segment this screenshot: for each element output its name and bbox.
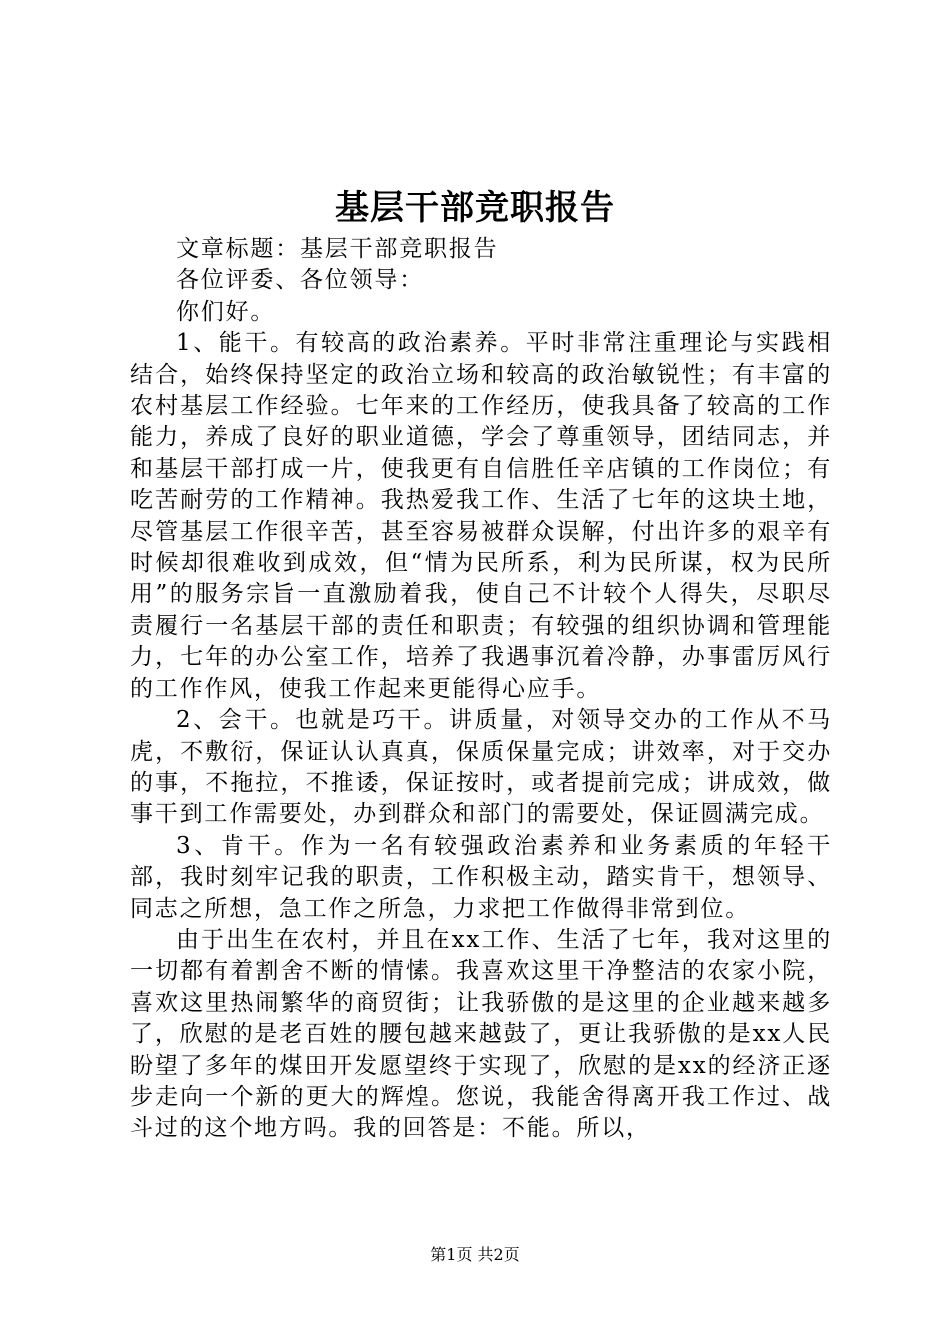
paragraph-closing: 由于出生在农村，并且在xx工作、生活了七年，我对这里的一切都有着割舍不断的情愫。我喜欢这里干净整洁的农家小院，喜欢这里热闹繁华的商贸街；让我骄傲的是这里的企业越来越多了，欣慰的是老百姓的腰包越来越鼓了，更让我骄傲的是xx人民盼望了多年的煤田开发愿望终于实现了，欣慰的是xx的经济正逐步走向一个新的更大的辉煌。您说，我能舍得离开我工作过、战斗过的这个地方吗。我的回答是：不能。所以， bbox=[130, 926, 832, 1142]
paragraph-point-1: 1、能干。有较高的政治素养。平时非常注重理论与实践相结合，始终保持坚定的政治立场和较高的政治敏锐性；有丰富的农村基层工作经验。七年来的工作经历，使我具备了较高的工作能力，养成了良好的职业道德，学会了尊重领导，团结同志，并和基层干部打成一片，使我更有自信胜任辛店镇的工作岗位；有吃苦耐劳的工作精神。我热爱我工作、生活了七年的这块土地，尽管基层工作很辛苦，甚至容易被群众误解，付出许多的艰辛有时候却很难收到成效，但“情为民所系，利为民所谋，权为民所用”的服务宗旨一直激励着我，使自己不计较个人得失，尽职尽责履行一名基层干部的责任和职责；有较强的组织协调和管理能力，七年的办公室工作，培养了我遇事沉着冷静，办事雷厉风行的工作作风，使我工作起来更能得心应手。 bbox=[130, 330, 832, 702]
document-title: 基层干部竞职报告 bbox=[335, 188, 615, 228]
document-body bbox=[130, 234, 832, 1145]
paragraph-salutation: 各位评委、各位领导： bbox=[176, 267, 424, 294]
paragraph-point-2: 2、会干。也就是巧干。讲质量，对领导交办的工作从不马虎，不敷衍，保证认认真真，保质保量完成；讲效率，对于交办的事，不拖拉，不推诿，保证按时，或者提前完成；讲成效，做事干到工作需要处，办到群众和部门的需要处，保证圆满完成。 bbox=[130, 707, 832, 828]
page-number-footer: 第1页 共2页 bbox=[430, 1245, 520, 1264]
paragraph-point-3: 3、肯干。作为一名有较强政治素养和业务素质的年轻干部，我时刻牢记我的职责，工作积极主动，踏实肯干，想领导、同志之所想，急工作之所急，力求把工作做得非常到位。 bbox=[130, 832, 832, 922]
paragraph-greeting: 你们好。 bbox=[176, 298, 276, 325]
paragraph-article-title: 文章标题：基层干部竞职报告 bbox=[176, 236, 499, 262]
